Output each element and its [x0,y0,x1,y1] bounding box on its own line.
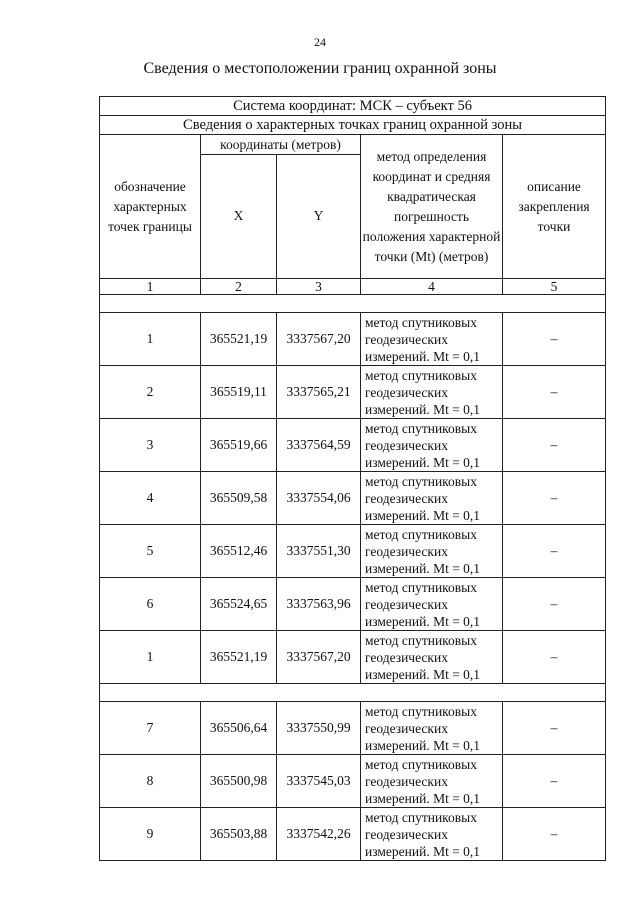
table-row [100,419,606,472]
table-row [100,313,606,366]
header-point-designation: обозначение характерных точек границы [100,135,201,279]
table-subtitle: Сведения о характерных точках границ охранной зоны [100,116,606,135]
point-cell: 2 [100,366,201,419]
group-separator-cell [100,295,606,313]
y-coordinate-cell: 3337542,26 [277,808,361,861]
method-cell: метод спутниковых геодезических измерений. Mt = 0,1 [361,808,503,861]
point-cell: 4 [100,472,201,525]
page-number: 24 [314,35,326,49]
point-cell: 8 [100,755,201,808]
y-coordinate-cell: 3337550,99 [277,702,361,755]
description-cell: – [503,472,606,525]
x-coordinate-cell: 365503,88 [201,808,277,861]
boundary-points-table [99,96,606,861]
point-cell: 6 [100,578,201,631]
y-coordinate-cell: 3337564,59 [277,419,361,472]
method-cell: метод спутниковых геодезических измерений. Mt = 0,1 [361,578,503,631]
x-coordinate-cell: 365506,64 [201,702,277,755]
y-coordinate-cell: 3337565,21 [277,366,361,419]
table-row [100,472,606,525]
x-coordinate-cell: 365512,46 [201,525,277,578]
point-cell: 9 [100,808,201,861]
header-y: Y [277,154,361,278]
x-coordinate-cell: 365524,65 [201,578,277,631]
y-coordinate-cell: 3337567,20 [277,631,361,684]
point-cell: 5 [100,525,201,578]
coordinate-system-label: Система координат: МСК – субъект 56 [100,97,606,116]
table-row [100,631,606,684]
point-cell: 1 [100,631,201,684]
column-number-3: 3 [277,279,361,295]
group-separator-cell [100,684,606,702]
method-cell: метод спутниковых геодезических измерений. Mt = 0,1 [361,313,503,366]
x-coordinate-cell: 365521,19 [201,631,277,684]
header-coordinates: координаты (метров) [201,135,361,155]
y-coordinate-cell: 3337567,20 [277,313,361,366]
point-cell: 1 [100,313,201,366]
description-cell: – [503,313,606,366]
description-cell: – [503,755,606,808]
header-x: X [201,154,277,278]
y-coordinate-cell: 3337563,96 [277,578,361,631]
x-coordinate-cell: 365519,11 [201,366,277,419]
table-row [100,808,606,861]
y-coordinate-cell: 3337545,03 [277,755,361,808]
x-coordinate-cell: 365521,19 [201,313,277,366]
method-cell: метод спутниковых геодезических измерений. Mt = 0,1 [361,472,503,525]
method-cell: метод спутниковых геодезических измерений. Mt = 0,1 [361,419,503,472]
description-cell: – [503,366,606,419]
table-row [100,366,606,419]
description-cell: – [503,808,606,861]
y-coordinate-cell: 3337551,30 [277,525,361,578]
point-cell: 3 [100,419,201,472]
document-title: Сведения о местоположении границ охранной зоны [143,60,497,77]
point-cell: 7 [100,702,201,755]
column-number-2: 2 [201,279,277,295]
x-coordinate-cell: 365519,66 [201,419,277,472]
column-number-5: 5 [503,279,606,295]
header-description: описание закрепления точки [503,135,606,279]
method-cell: метод спутниковых геодезических измерений. Mt = 0,1 [361,702,503,755]
description-cell: – [503,525,606,578]
y-coordinate-cell: 3337554,06 [277,472,361,525]
table-row [100,702,606,755]
method-cell: метод спутниковых геодезических измерений. Mt = 0,1 [361,755,503,808]
x-coordinate-cell: 365509,58 [201,472,277,525]
column-number-4: 4 [361,279,503,295]
method-cell: метод спутниковых геодезических измерений. Mt = 0,1 [361,631,503,684]
header-method: метод определения координат и средняя квадратическая погрешность положения характерной точки (Mt) (метров) [361,135,503,279]
table-row [100,525,606,578]
description-cell: – [503,578,606,631]
description-cell: – [503,419,606,472]
description-cell: – [503,702,606,755]
description-cell: – [503,631,606,684]
x-coordinate-cell: 365500,98 [201,755,277,808]
method-cell: метод спутниковых геодезических измерений. Mt = 0,1 [361,525,503,578]
group-separator-1 [100,295,606,313]
column-number-1: 1 [100,279,201,295]
table-row [100,578,606,631]
table-row [100,755,606,808]
group-separator-2 [100,684,606,702]
method-cell: метод спутниковых геодезических измерений. Mt = 0,1 [361,366,503,419]
